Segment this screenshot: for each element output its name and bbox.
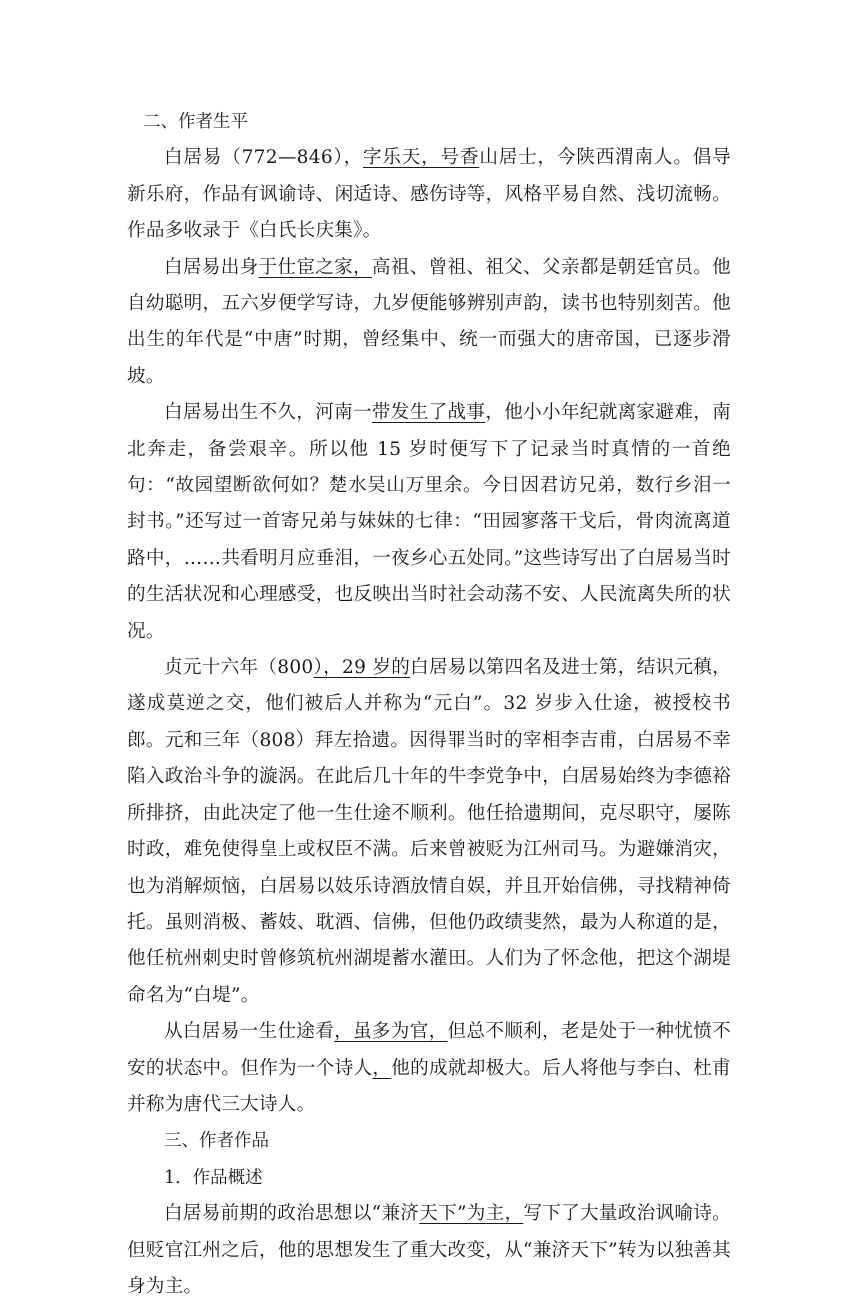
paragraph-summary xyxy=(127,1014,731,1123)
underlined-text: ， xyxy=(372,1057,392,1079)
text-run: 但总不顺利，老是处于一种忧愤不安的状态中。但作为一个诗人 xyxy=(127,1021,731,1079)
text-run: 写下了大量政治讽喻诗。但贬官江州之后，他的思想发生了重大改变，从“兼济天下”转为以独善其身为主。 xyxy=(127,1203,731,1297)
underlined-text: ，虽多为官， xyxy=(334,1021,448,1043)
underlined-text: 带发生了战事 xyxy=(371,402,486,424)
paragraph-intro xyxy=(127,140,731,249)
section-heading-author-works: 三、作者作品 xyxy=(164,1131,269,1152)
paragraph-works-overview xyxy=(127,1196,731,1305)
underlined-text: 于仕宦之家， xyxy=(258,256,372,278)
text-run: 从白居易一生仕途看 xyxy=(164,1021,335,1043)
paragraph-career xyxy=(127,650,731,1014)
text-run: 白居易出身 xyxy=(164,256,259,278)
section-heading-author-life: 二、作者生平 xyxy=(143,112,248,132)
text-run: 白居易以第四名及进士第，结识元稹，遂成莫逆之交，他们被后人并称为“元白”。32 岁步入仕途，被授校书郎。元和三年（808）拜左拾遗。因得罪当时的宰相李吉甫，白居易不幸陷入政治斗争的漩涡。在此后几十年的牛李党争中，白居易始终为李德裕所排挤，由此决定了他一生仕途不顺利。他任拾遗期间，克尽职守，屡陈时政，难免使得皇上或权臣不满。后来曾被贬为江州司马。为避嫌消灾，也为消解烦恼，白居易以妓乐诗酒放情自娱，并且开始信佛，寻找精神倚托。虽则消极、蓄妓、耽酒、信佛，但他仍政绩斐然，最为人称道的是，他任杭州刺史时曾修筑杭州湖堤蓄水灌田。人们为了怀念他，把这个湖堤命名为“白堤”。 xyxy=(127,657,731,1006)
underlined-text: 字乐天，号香 xyxy=(362,147,480,169)
text-run: 贞元十六年（800 xyxy=(164,657,314,679)
text-run: 白居易出生不久，河南一 xyxy=(164,402,372,424)
text-run: 高祖、曾祖、祖父、父亲都是朝廷官员。他自幼聪明，五六岁便学写诗，九岁便能够辨别声韵，读书也特别刻苦。他出生的年代是“中唐”时期，曾经集中、统一而强大的唐帝国，已逐步滑坡。 xyxy=(127,256,731,387)
document-page xyxy=(127,104,731,1305)
underlined-text: ），29 岁的 xyxy=(313,657,411,679)
underlined-text: 天下”为主， xyxy=(419,1203,524,1225)
text-run: 白居易前期的政治思想以“兼济 xyxy=(164,1203,420,1225)
paragraph-family xyxy=(127,250,731,396)
text-run: 他的成就却极大。后人将他与李白、杜甫并称为唐代三大诗人。 xyxy=(127,1057,731,1115)
text-run: ，他小小年纪就离家避难，南北奔走，备尝艰辛。所以他 15 岁时便写下了记录当时真情的一首绝句：“故园望断欲何如？楚水吴山万里余。今日因君访兄弟，数行乡泪一封书。”还写过一首寄兄弟与妹妹的七律：“田园寥落干戈后，骨肉流离道路中，……共看明月应垂泪，一夜乡心五处同。”这些诗写出了白居易当时的生活状况和心理感受，也反映出当时社会动荡不安、人民流离失所的状况。 xyxy=(127,402,731,642)
text-run: 白居易（772—846）， xyxy=(164,147,363,169)
paragraph-war xyxy=(127,395,731,650)
subheading-works-overview: 1．作品概述 xyxy=(164,1167,263,1188)
text-run: 山居士，今陕西渭南人。倡导新乐府，作品有讽谕诗、闲适诗、感伤诗等，风格平易自然、浅切流畅。作品多收录于《白氏长庆集》。 xyxy=(127,147,731,242)
